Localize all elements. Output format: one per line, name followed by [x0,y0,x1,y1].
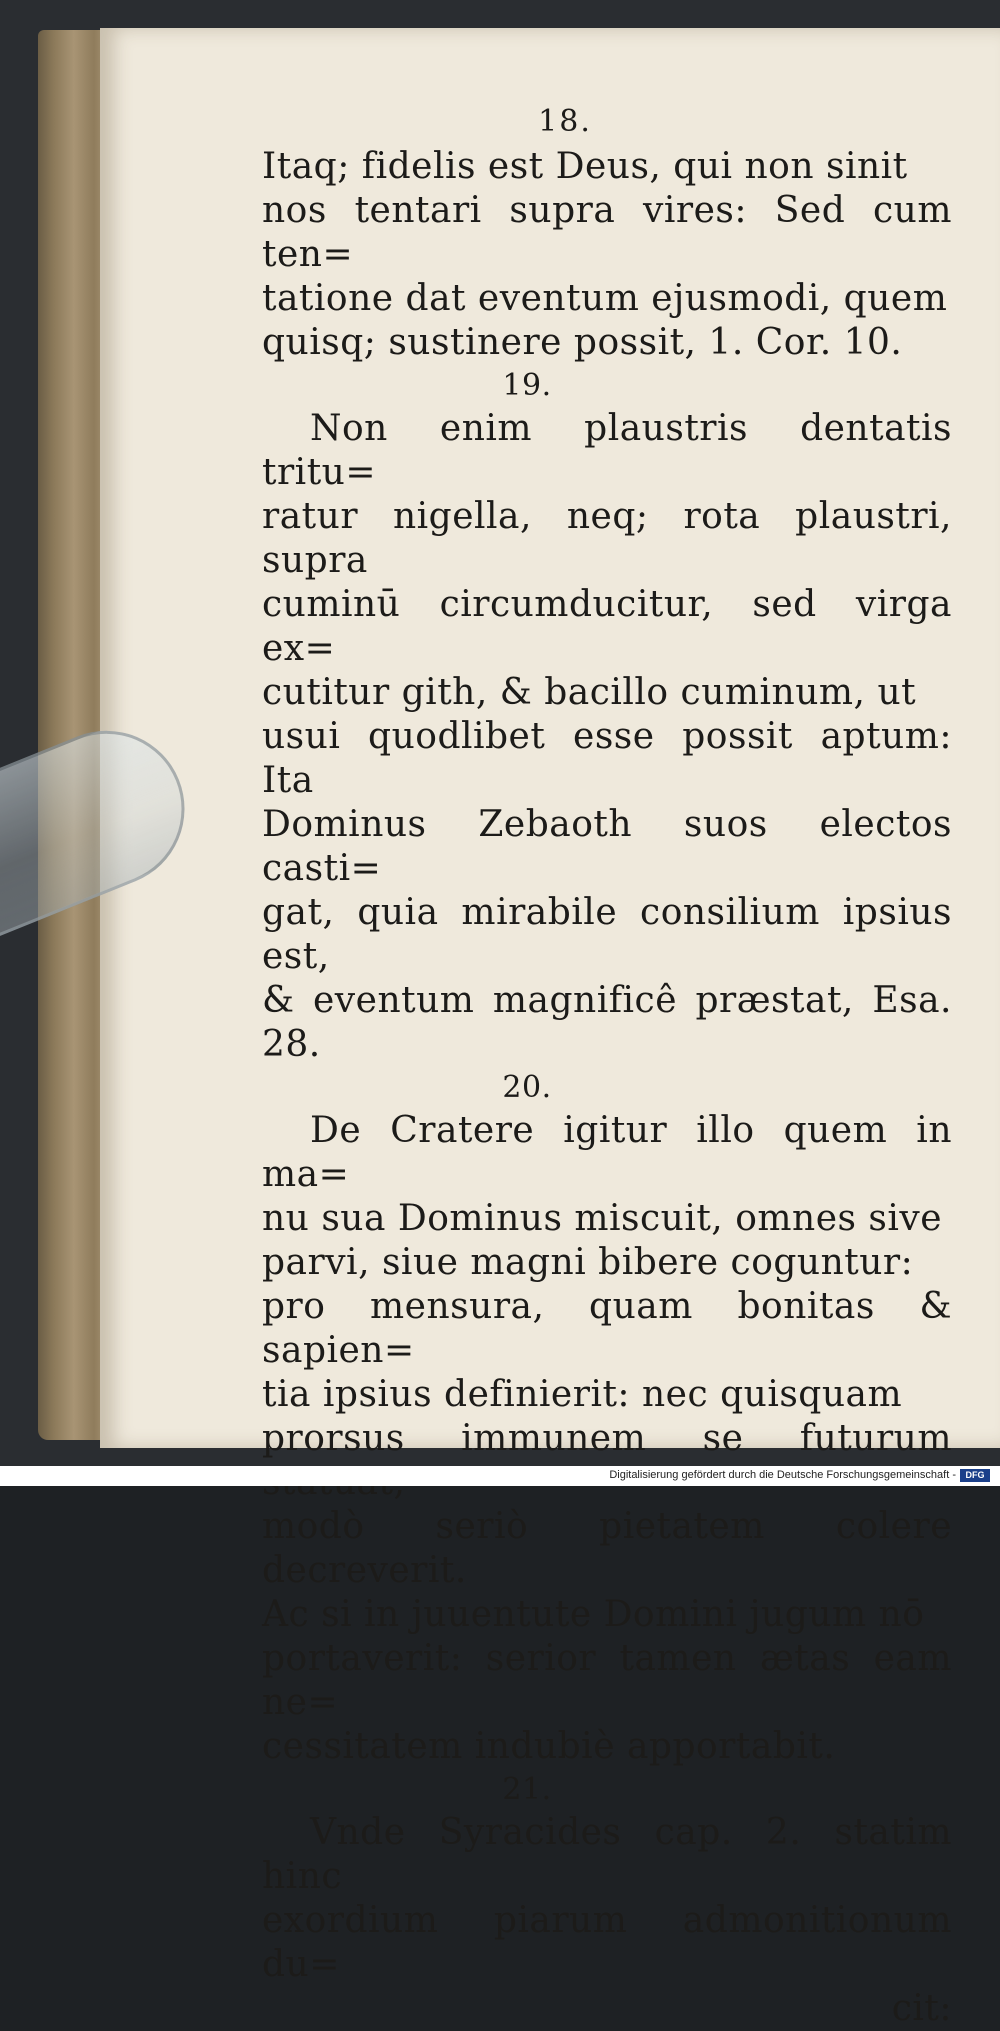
text-line: Ac si in juuentute Domini jugum nō [262,1594,925,1635]
section-21 [262,1811,952,2031]
page-text [262,145,952,2031]
text-line: pro mensura, quam bonitas & sapien= [262,1286,952,1371]
text-line: parvi, siue magni bibere coguntur: [262,1242,914,1283]
text-line: cuminū circumducitur, sed virga ex= [262,584,952,669]
text-line: gat, quia mirabile consilium ipsius est, [262,892,952,977]
text-line: nos tentari supra vires: Sed cum ten= [262,190,952,275]
text-line: prorsus immunem se futurum [262,1418,952,1459]
section-18 [262,145,952,365]
section-number-19: 19. [502,368,552,403]
text-line: quisq; sustinere possit, 1. Cor. 10. [262,322,903,363]
text-line: Dominus Zebaoth suos electos casti= [262,804,952,889]
section-20 [262,1109,952,1769]
text-line: Itaq; fidelis est Deus, qui non sinit [262,146,908,187]
text-line: exordium piarum admonitionum du= [262,1900,952,1985]
text-line: Vnde Syracides cap. 2. statim hinc [262,1812,952,1897]
text-line: & eventum magnificê præstat, Esa. 28. [262,980,952,1065]
text-line: Non enim plaustris dentatis tritu= [262,408,952,493]
text-line: nu sua Dominus miscuit, omnes sive [262,1198,943,1239]
text-line: usui quodlibet esse possit aptum: Ita [262,716,952,801]
text-line: cessitatem indubiè apportabit. [262,1726,836,1767]
text-line: tia ipsius definierit: nec quisquam [262,1374,903,1415]
section-number-20: 20. [502,1070,552,1105]
dfg-logo: DFG [960,1469,990,1482]
text-line: portaverit: serior tamen ætas eam ne= [262,1638,952,1723]
page-number: 18. [538,104,592,139]
section-number-21: 21. [502,1772,552,1807]
text-line: modò seriò pietatem colere decreverit. [262,1506,952,1591]
text-line: De Cratere igitur illo quem in ma= [262,1110,952,1195]
text-line: tatione dat eventum ejusmodi, quem [262,278,948,319]
footer-credit: Digitalisierung gefördert durch die Deutsche Forschungsgemeinschaft - [609,1469,956,1481]
text-line: ratur nigella, neq; rota plaustri, supra [262,496,952,581]
text-line: cutitur gith, & bacillo cuminum, ut [262,672,917,713]
section-19 [262,407,952,1067]
catchword: cit: [891,1988,952,2029]
